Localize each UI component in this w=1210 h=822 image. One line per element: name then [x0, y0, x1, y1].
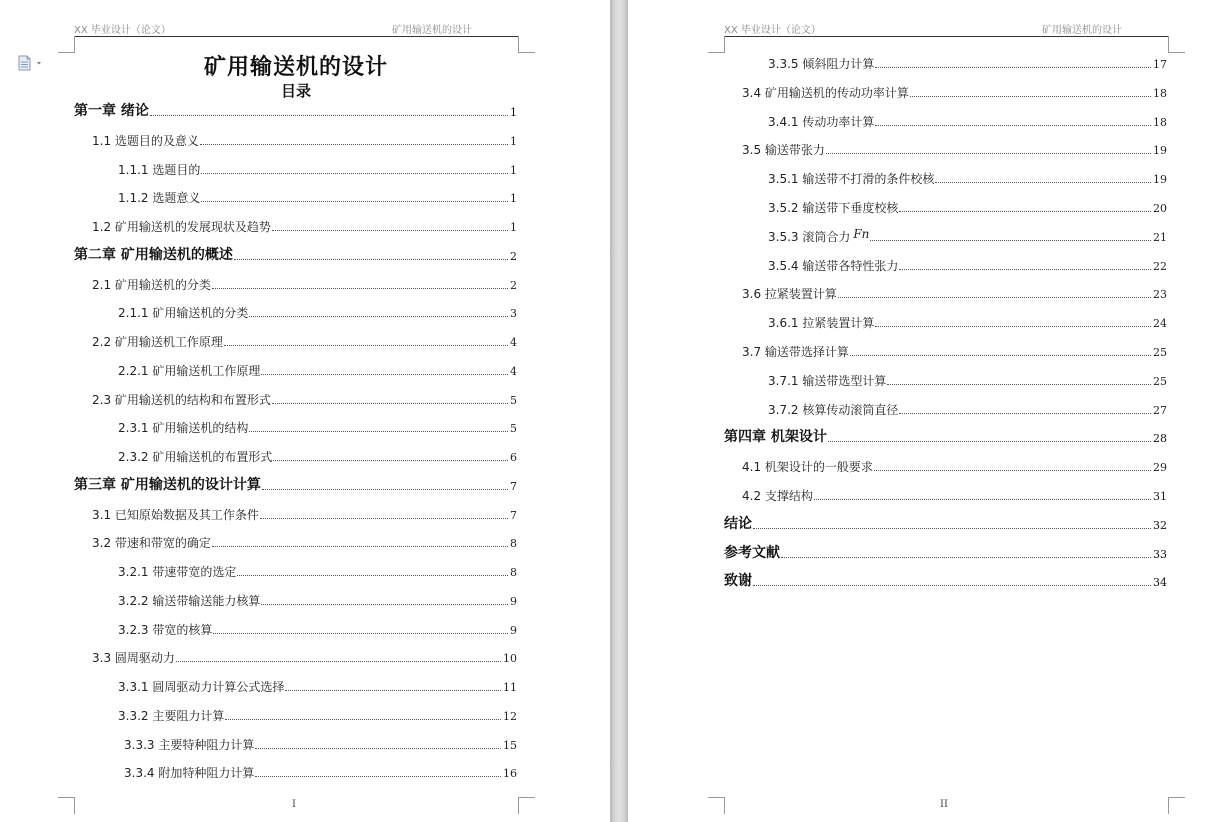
crop-mark-bottom-right [518, 797, 535, 814]
toc-entry[interactable] [724, 570, 1167, 590]
page-number: II [940, 799, 948, 810]
toc-entry[interactable] [768, 167, 1167, 187]
toc-entry[interactable] [742, 455, 1167, 475]
toc-entry-title: 4.1 机架设计的一般要求 [742, 460, 873, 475]
toc-leader-dots [285, 690, 501, 691]
page-gutter [610, 0, 628, 822]
toc-entry-page: 32 [1153, 518, 1167, 532]
toc-leader-dots [261, 604, 508, 605]
toc-entry[interactable] [92, 129, 517, 149]
toc-leader-dots [753, 528, 1151, 529]
toc-entry-page: 5 [510, 422, 517, 436]
toc-entry-title: 2.1 矿用输送机的分类 [92, 277, 211, 292]
toc-entry-page: 1 [510, 106, 517, 119]
toc-entry-title: 3.5.2 输送带下垂度校核 [768, 201, 899, 215]
toc-entry-page: 16 [503, 767, 517, 781]
toc-entry-page: 1 [510, 134, 517, 148]
toc-entry[interactable] [92, 330, 517, 350]
toc-entry-title: 结论 [724, 515, 752, 532]
toc-entry-title: 2.2 矿用输送机工作原理 [92, 335, 223, 349]
toc-leader-dots [875, 125, 1151, 126]
toc-leader-dots [201, 173, 508, 174]
toc-entry[interactable] [768, 254, 1167, 274]
toc-entry[interactable] [768, 225, 1167, 245]
toc-leader-dots [212, 546, 508, 547]
toc-entry-page: 24 [1153, 317, 1167, 331]
toc-entry[interactable] [118, 704, 517, 724]
toc-entry-title: 3.5.3 滚筒合力 [768, 229, 851, 244]
toc-leader-dots [838, 297, 1151, 298]
toc-entry[interactable] [768, 196, 1167, 216]
toc-entry-title: 3.1 已知原始数据及其工作条件 [92, 507, 259, 522]
toc-entry[interactable] [742, 484, 1167, 504]
toc-leader-dots [828, 441, 1151, 442]
toc-leader-dots [935, 182, 1151, 183]
toc-entry-page: 27 [1153, 403, 1167, 417]
toc-leader-dots [273, 460, 508, 461]
toc-entry-title: 参考文献 [724, 544, 780, 561]
toc-leader-dots [910, 96, 1151, 97]
toc-leader-dots [234, 259, 508, 260]
toc-leader-dots [201, 201, 508, 202]
toc-entry-title: 2.3.1 矿用输送机的结构 [118, 421, 249, 436]
toc-leader-dots [814, 499, 1151, 500]
toc-leader-dots [260, 518, 508, 519]
toc-entry-title: 3.4 矿用输送机的传动功率计算 [742, 85, 909, 100]
toc-entry-title: 1.1.1 选题目的 [118, 162, 201, 177]
toc-leader-dots [875, 326, 1151, 327]
toc-entry-page: 6 [510, 451, 517, 464]
toc-leader-dots [272, 403, 508, 404]
toc-entry-page: 7 [510, 479, 517, 493]
toc-entry[interactable] [74, 244, 517, 264]
toc-entry[interactable] [118, 359, 517, 379]
toc-entry-page: 1 [510, 163, 517, 177]
toc-entry-title: 致谢 [724, 573, 752, 590]
toc-entry[interactable] [92, 388, 517, 408]
toc-entry[interactable] [118, 445, 517, 465]
toc-entry[interactable] [124, 761, 517, 781]
toc-entry-page: 7 [510, 508, 517, 522]
header-rule [74, 36, 518, 37]
toc-leader-dots [875, 67, 1151, 68]
toc-entry[interactable] [118, 618, 517, 638]
toc-entry-title: 1.1.2 选题意义 [118, 191, 201, 206]
toc-entry[interactable] [724, 513, 1167, 533]
toc-entry[interactable] [742, 138, 1167, 158]
toc-entry-title: 2.2.1 矿用输送机工作原理 [118, 363, 261, 378]
crop-mark-bottom-right [1168, 797, 1185, 814]
toc-entry[interactable] [74, 474, 517, 494]
toc-entry-variable: Fn [853, 226, 870, 241]
toc-entry-title: 3.7.1 输送带选型计算 [768, 373, 887, 388]
toc-entry[interactable] [118, 186, 517, 206]
toc-entry-page: 20 [1153, 202, 1167, 215]
toc-leader-dots [150, 115, 508, 116]
toc-leader-dots [249, 431, 508, 432]
toc-leader-dots [213, 633, 508, 634]
toc-entry-page: 2 [510, 249, 517, 263]
toc-entry-title: 3.2.3 带宽的核算 [118, 622, 213, 637]
toc-entry-page: 18 [1153, 115, 1167, 129]
toc-entry-page: 8 [510, 566, 517, 579]
toc-entry-title: 2.3.2 矿用输送机的布置形式 [118, 450, 273, 464]
toc-entry-title: 3.3 圆周驱动力 [92, 651, 175, 666]
toc-entry[interactable] [92, 646, 517, 666]
toc-entry-title: 3.6.1 拉紧装置计算 [768, 316, 875, 331]
toc-entry-page: 21 [1153, 230, 1167, 244]
toc-entry-page: 4 [510, 336, 517, 349]
toc-entry[interactable] [74, 100, 517, 120]
toc-entry-page: 2 [510, 278, 517, 292]
toc-entry[interactable] [124, 733, 517, 753]
toc-entry-title: 第二章 矿用输送机的概述 [74, 246, 233, 263]
toc-entry[interactable] [118, 589, 517, 609]
toc-entry[interactable] [118, 301, 517, 321]
toc-leader-dots [212, 288, 508, 289]
header-right: 矿用输送机的设计 [392, 25, 472, 36]
toc-entry-page: 28 [1153, 432, 1167, 446]
toc-entry-page: 10 [503, 652, 517, 666]
toc-leader-dots [874, 470, 1151, 471]
toc-leader-dots [899, 211, 1151, 212]
toc-entry-page: 25 [1153, 374, 1167, 388]
toc-leader-dots [261, 374, 508, 375]
crop-mark-top-left [708, 36, 725, 53]
page-right [628, 0, 1210, 822]
toc-entry[interactable] [92, 273, 517, 293]
toc-entry-title: 第一章 绪论 [74, 103, 149, 119]
toc-entry-page: 4 [510, 364, 517, 378]
toc-entry[interactable] [742, 81, 1167, 101]
toc-entry[interactable] [92, 503, 517, 523]
toc-leader-dots [899, 269, 1151, 270]
crop-mark-top-right [1168, 36, 1185, 53]
toc-entry[interactable] [92, 215, 517, 235]
toc-leader-dots [176, 661, 501, 662]
toc-entry[interactable] [768, 369, 1167, 389]
toc-entry-page: 3 [510, 307, 517, 321]
toc-leader-dots [200, 144, 508, 145]
toc-entry-title: 3.5.1 输送带不打滑的条件校核 [768, 172, 935, 187]
toc-leader-dots [753, 585, 1151, 586]
toc-entry-title: 1.2 矿用输送机的发展现状及趋势 [92, 220, 271, 234]
page-number: I [292, 799, 296, 810]
toc-entry[interactable] [118, 560, 517, 580]
toc-entry-page: 25 [1153, 346, 1167, 359]
toc-entry-page: 22 [1153, 259, 1167, 273]
toc-leader-dots [781, 557, 1151, 558]
toc-entry-page: 1 [510, 221, 517, 234]
toc-entry-page: 23 [1153, 288, 1167, 302]
toc-entry[interactable] [724, 426, 1167, 446]
toc-entry-page: 31 [1153, 490, 1167, 503]
toc-entry[interactable] [768, 110, 1167, 130]
toc-leader-dots [850, 355, 1151, 356]
toc-entry-title: 3.2.2 输送带输送能力核算 [118, 593, 261, 608]
toc-entry[interactable] [742, 282, 1167, 302]
toc-entry-page: 1 [510, 192, 517, 206]
toc-entry[interactable] [724, 542, 1167, 562]
toc-entry[interactable] [92, 531, 517, 551]
toc-leader-dots [899, 413, 1151, 414]
header-right: 矿用输送机的设计 [1042, 25, 1122, 36]
toc-entry-page: 34 [1153, 576, 1167, 590]
toc-entry[interactable] [768, 52, 1167, 72]
toc-entry-page: 18 [1153, 86, 1167, 100]
toc-entry-title: 2.3 矿用输送机的结构和布置形式 [92, 392, 271, 407]
toc-entry-page: 9 [510, 623, 517, 637]
crop-mark-top-right [518, 36, 535, 53]
toc-entry-page: 5 [510, 393, 517, 407]
toc-entry-title: 3.5 输送带张力 [742, 143, 825, 158]
toc-leader-dots [272, 230, 508, 231]
toc-leader-dots [262, 489, 508, 490]
toc-entry-page: 11 [503, 681, 517, 694]
toc-entry[interactable] [768, 398, 1167, 418]
document-icon[interactable] [17, 55, 47, 71]
toc-entry-title: 3.3.1 圆周驱动力计算公式选择 [118, 680, 285, 694]
crop-mark-top-left [58, 36, 75, 53]
toc-entry-page: 17 [1153, 58, 1167, 71]
toc-entry-page: 19 [1153, 173, 1167, 187]
toc-entry-title: 3.2.1 带速带宽的选定 [118, 565, 237, 579]
toc-entry[interactable] [768, 311, 1167, 331]
toc-entry-title: 3.3.4 附加特种阻力计算 [124, 766, 255, 781]
toc-leader-dots [237, 575, 508, 576]
toc-heading: 目录 [280, 82, 311, 100]
toc-entry-page: 33 [1153, 547, 1167, 561]
toc-entry-title: 3.6 拉紧装置计算 [742, 287, 837, 302]
toc-entry-title: 3.3.5 倾斜阻力计算 [768, 57, 875, 71]
toc-entry-title: 3.3.2 主要阻力计算 [118, 708, 225, 723]
toc-entry[interactable] [742, 340, 1167, 360]
toc-entry[interactable] [118, 416, 517, 436]
toc-entry[interactable] [118, 675, 517, 695]
header-left: XX 毕业设计（论文） [74, 25, 171, 36]
toc-entry-title: 3.2 带速和带宽的确定 [92, 536, 211, 551]
toc-leader-dots [887, 384, 1151, 385]
toc-leader-dots [249, 316, 508, 317]
toc-entry-title: 3.5.4 输送带各特性张力 [768, 258, 899, 273]
toc-leader-dots [225, 719, 501, 720]
toc-entry[interactable] [118, 158, 517, 178]
crop-mark-bottom-left [708, 797, 725, 814]
header-left: XX 毕业设计（论文） [724, 25, 821, 36]
toc-leader-dots [255, 748, 501, 749]
toc-entry-title: 3.7 输送带选择计算 [742, 345, 849, 359]
toc-entry-page: 9 [510, 594, 517, 608]
toc-entry-page: 19 [1153, 144, 1167, 158]
toc-leader-dots [870, 240, 1151, 241]
crop-mark-bottom-left [58, 797, 75, 814]
toc-entry-title: 第四章 机架设计 [724, 429, 827, 446]
header-rule [724, 36, 1168, 37]
toc-leader-dots [224, 345, 508, 346]
toc-entry-title: 1.1 选题目的及意义 [92, 133, 199, 148]
toc-entry-page: 12 [503, 709, 517, 723]
toc-entry-page: 29 [1153, 461, 1167, 475]
toc-entry-title: 4.2 支撑结构 [742, 489, 813, 503]
toc-entry-title: 3.7.2 核算传动滚筒直径 [768, 402, 899, 417]
toc-leader-dots [826, 153, 1151, 154]
toc-entry-page: 8 [510, 537, 517, 551]
toc-entry-title: 3.4.1 传动功率计算 [768, 114, 875, 129]
toc-leader-dots [255, 776, 501, 777]
toc-entry-page: 15 [503, 738, 517, 752]
toc-entry-title: 3.3.3 主要特种阻力计算 [124, 737, 255, 752]
document-title: 矿用输送机的设计 [203, 55, 388, 80]
toc-entry-title: 2.1.1 矿用输送机的分类 [118, 306, 249, 321]
toc-entry-title: 第三章 矿用输送机的设计计算 [74, 476, 261, 493]
